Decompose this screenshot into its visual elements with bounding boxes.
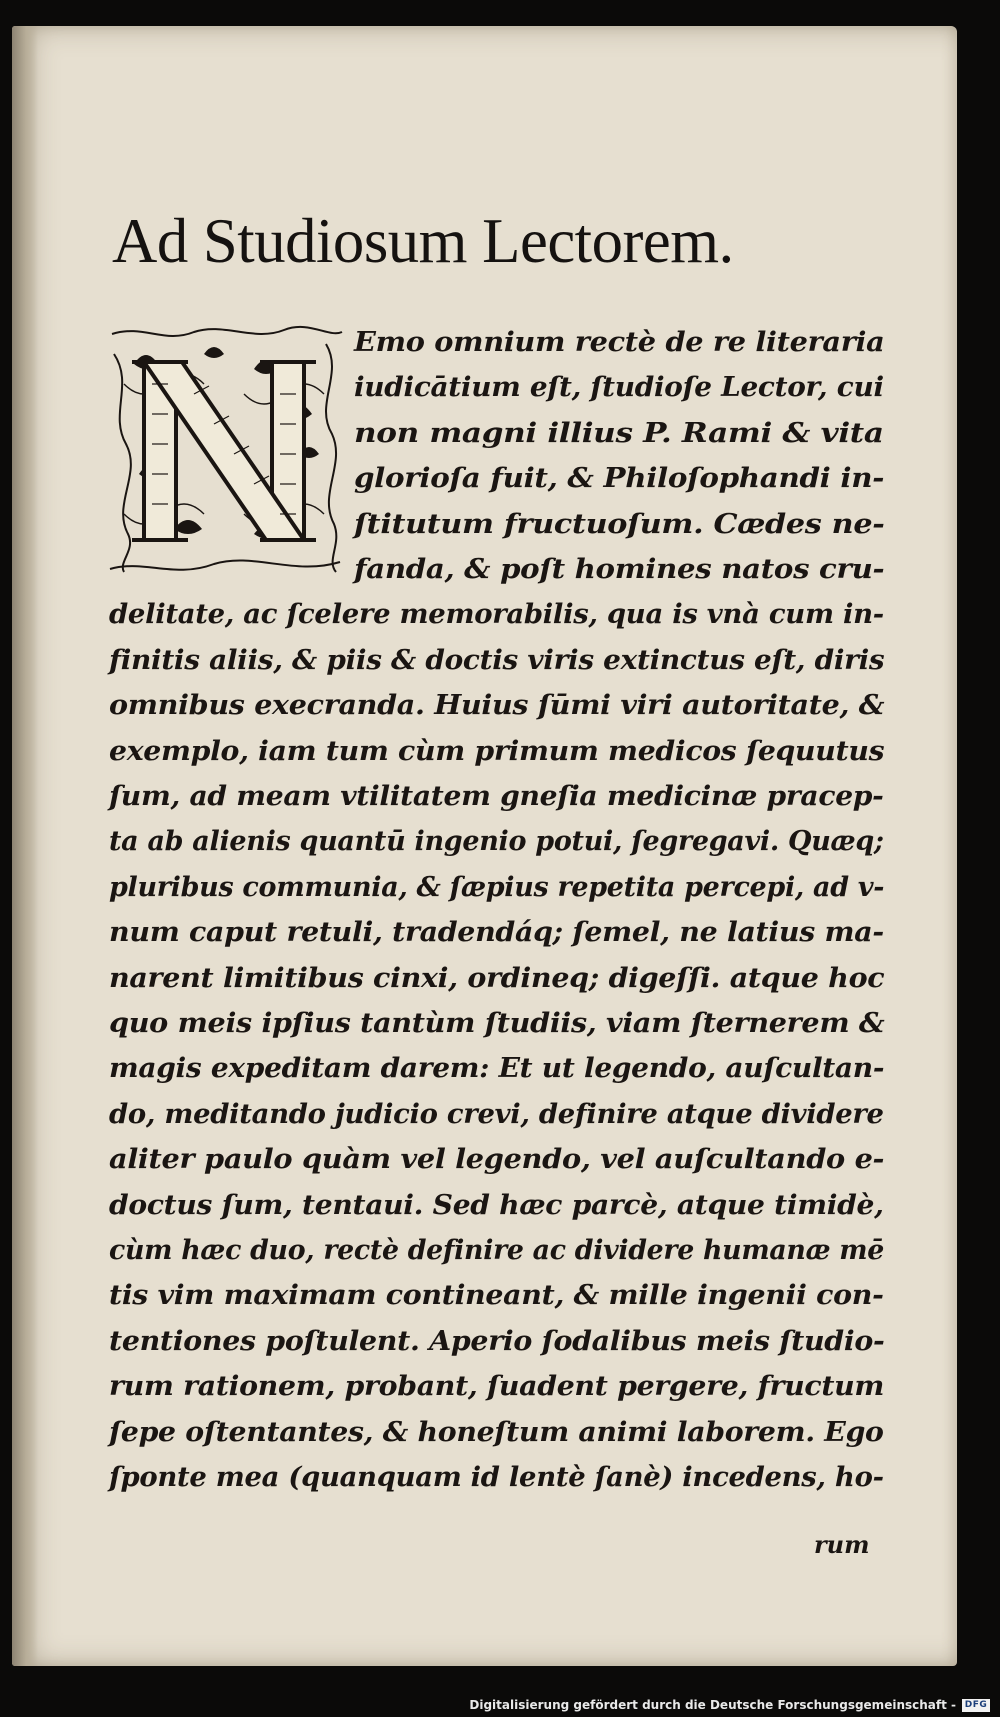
text-line: Emo omnium rectè de re literaria [354,326,885,358]
text-line: quo meis ipſius tantùm ſtudiis, viam ſternerem & [109,1007,885,1039]
text-line: delitate, ac ſcelere memorabilis, qua is vnà cum in- [109,598,884,631]
text-line: cùm hæc duo, rectè definire ac dividere humanæ mē [109,1234,885,1266]
catchword: rum [814,1530,870,1559]
page-title: Ad Studiosum Lectorem. [112,205,734,276]
text-line: aliter paulo quàm vel legendo, vel auſcultando e- [109,1143,885,1176]
dfg-logo: DFG [962,1699,990,1712]
footer-text: Digitalisierung gefördert durch die Deutsche Forschungsgemeinschaft - [469,1698,956,1712]
decorated-initial-n [104,324,346,579]
text-line: tentiones poſtulent. Aperio ſodalibus meis ſtudio- [109,1324,885,1357]
text-line: tis vim maximam contineant, & mille ingenii con- [109,1279,884,1312]
text-line: omnibus execranda. Huius ſūmi viri autoritate, & [109,689,885,722]
text-line: finitis aliis, & piis & doctis viris extinctus eſt, diris [109,643,885,676]
text-line: num caput retuli, tradendáq; ſemel, ne latius ma- [109,916,884,949]
text-line: non magni illius P. Rami & vita [354,416,884,449]
text-line: ta ab alienis quantū ingenio potui, ſegregavi. Quæq; [109,825,884,858]
text-line: narent limitibus cinxi, ordineq; digeſſi. atque hoc [109,961,885,994]
text-line: ſtitutum fructuoſum. Cædes ne- [354,507,885,540]
text-line: iudicātium eſt, ſtudioſe Lector, cui [354,371,884,404]
footer-credit [469,1696,990,1714]
text-line: fanda, & poſt homines natos cru- [354,553,885,585]
book-page [12,26,957,1666]
text-line: ſepe oſtentantes, & honeſtum animi laborem. Ego [109,1415,884,1448]
text-line: magis expeditam darem: Et ut legendo, auſcultan- [109,1052,885,1085]
show-through-text [342,106,862,166]
text-line: doctus ſum, tentaui. Sed hæc parcè, atque timidè, [109,1188,884,1221]
text-line: exemplo, iam tum cùm primum medicos ſequutus [109,734,885,767]
text-line: pluribus communia, & ſæpius repetita percepi, ad v- [109,870,885,903]
text-line: glorioſa fuit, & Philoſophandi in- [354,462,885,495]
text-line: rum rationem, probant, ſuadent pergere, fructum [109,1370,885,1403]
text-line: ſponte mea (quanquam id lentè ſanè) incedens, ho- [109,1461,884,1493]
page-gutter-shadow [12,26,38,1666]
text-line: do, meditando judicio crevi, definire atque dividere [109,1097,884,1130]
text-line: ſum, ad meam vtilitatem gneſia medicinæ pracep- [109,780,884,812]
